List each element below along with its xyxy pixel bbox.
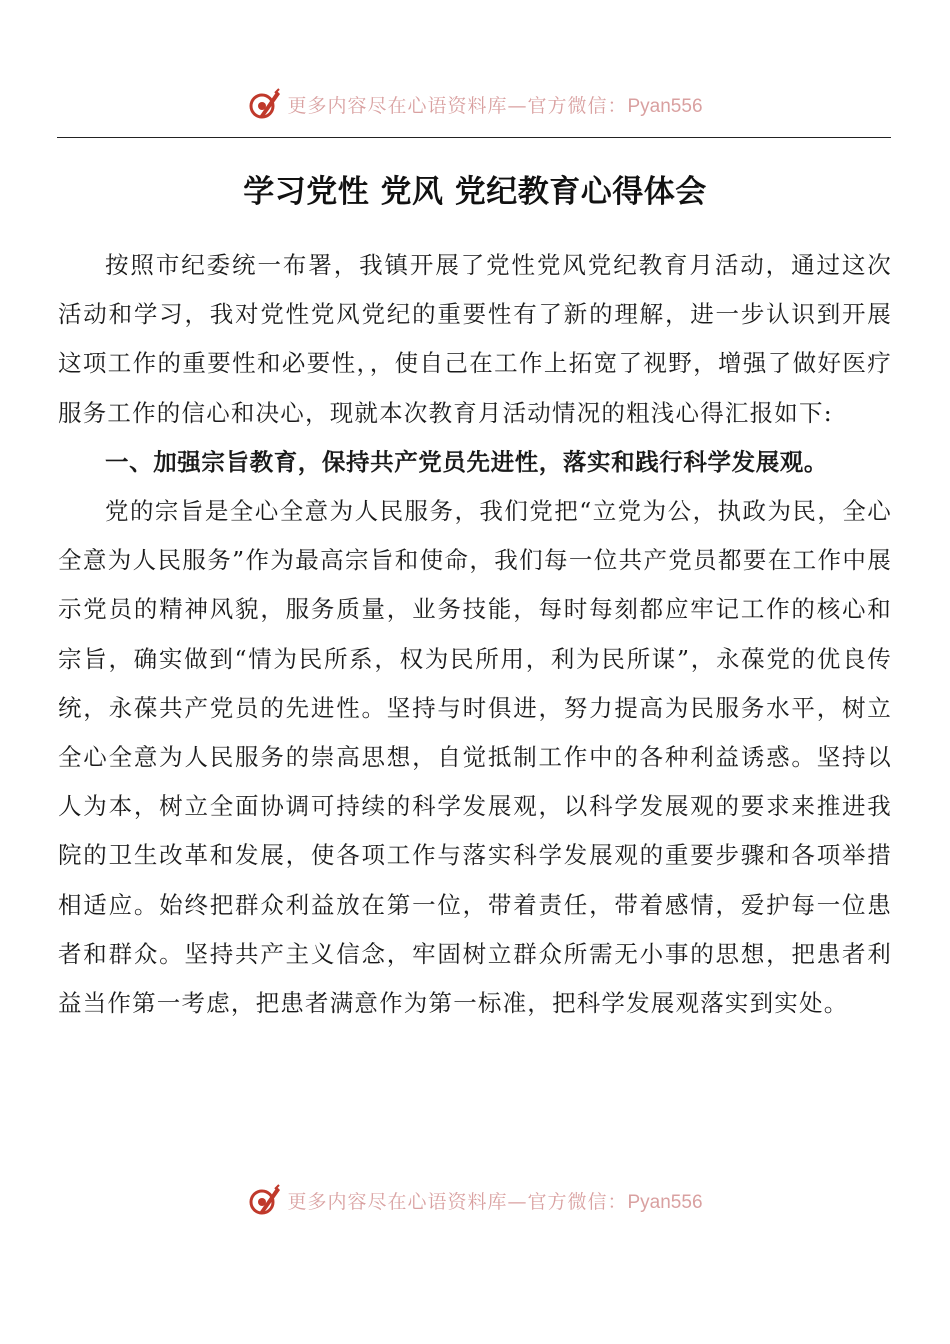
pen-logo-icon bbox=[247, 87, 281, 121]
watermark-text: 更多内容尽在心语资料库—官方微信：Pyan556 bbox=[287, 1190, 703, 1213]
watermark-text: 更多内容尽在心语资料库—官方微信：Pyan556 bbox=[287, 94, 703, 117]
header-divider bbox=[57, 137, 891, 138]
section-heading-1: 一、加强宗旨教育，保持共产党员先进性，落实和践行科学发展观。 bbox=[105, 447, 828, 476]
wechat-id: Pyan556 bbox=[627, 1191, 703, 1213]
header-watermark bbox=[0, 84, 950, 124]
wechat-id: Pyan556 bbox=[627, 95, 703, 117]
footer-watermark bbox=[0, 1180, 950, 1220]
document-body bbox=[58, 241, 892, 1028]
paragraph-section-1: 党的宗旨是全心全意为人民服务，我们党把“立党为公，执政为民，全心全意为人民服务”作为最高宗旨和使命，我们每一位共产党员都要在工作中展示党员的精神风貌，服务质量，业务技能，每时每刻都应牢记工作的核心和宗旨，确实做到“情为民所系，权为民所用，利为民所谋”，永葆党的优良传统，永葆共产党员的先进性。坚持与时俱进，努力提高为民服务水平，树立全心全意为人民服务的崇高思想，自觉抵制工作中的各种利益诱惑。坚持以人为本，树立全面协调可持续的科学发展观，以科学发展观的要求来推进我院的卫生改革和发展，使各项工作与落实科学发展观的重要步骤和各项举措相适应。始终把群众利益放在第一位，带着责任，带着感情，爱护每一位患者和群众。坚持共产主义信念，牢固树立群众所需无小事的思想，把患者利益当作第一考虑，把患者满意作为第一标准，把科学发展观落实到实处。 bbox=[58, 497, 892, 1018]
paragraph-intro: 按照市纪委统一布署，我镇开展了党性党风党纪教育月活动，通过这次活动和学习，我对党性党风党纪的重要性有了新的理解，进一步认识到开展这项工作的重要性和必要性，，使自己在工作上拓宽了视野，增强了做好医疗服务工作的信心和决心，现就本次教育月活动情况的粗浅心得汇报如下: bbox=[58, 251, 892, 427]
document-title: 学习党性 党风 党纪教育心得体会 bbox=[243, 174, 707, 210]
pen-logo-icon bbox=[247, 1183, 281, 1217]
